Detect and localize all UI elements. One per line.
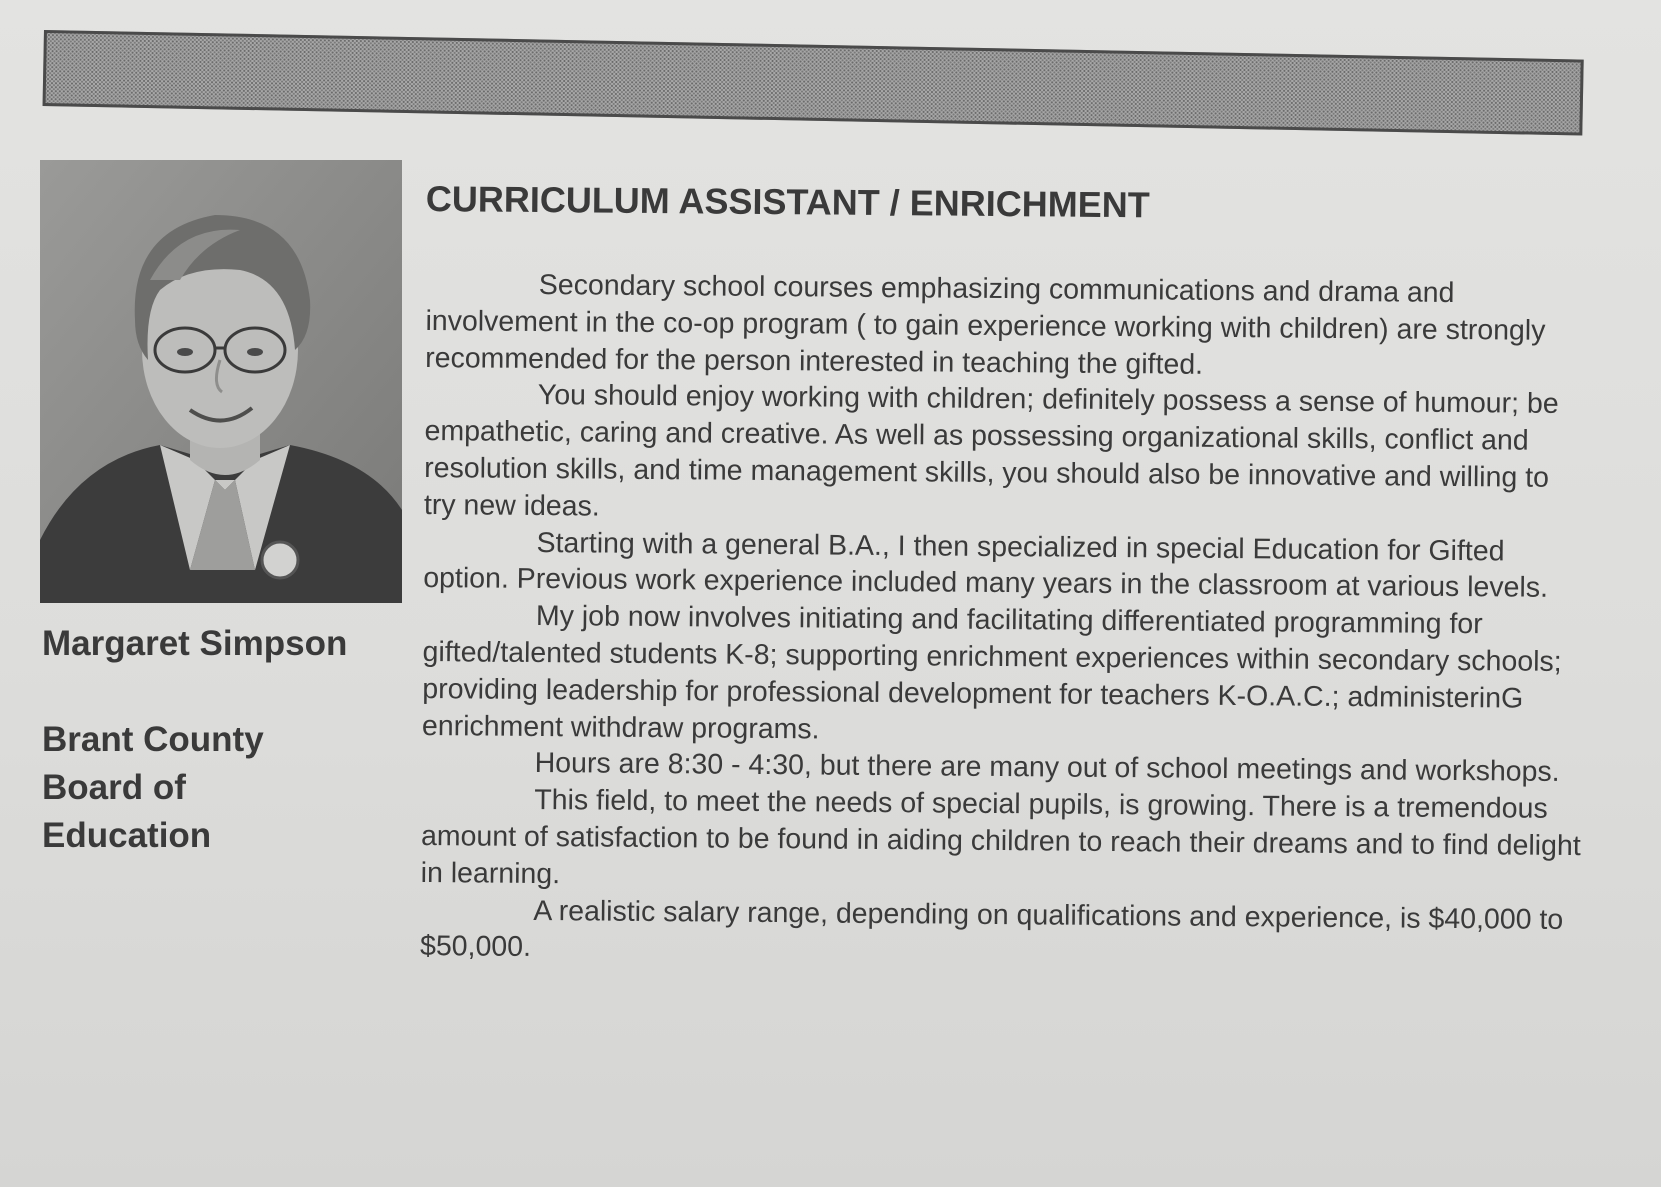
paragraph: A realistic salary range, depending on qualifications and experience, is $40,000 to $50,000. [419, 894, 1564, 964]
paragraph: Hours are 8:30 - 4:30, but there are many out of school meetings and workshops. [534, 747, 1560, 789]
paragraph: This field, to meet the needs of special pupils, is growing. There is a tremendous amount of satisfaction to be found in aiding children to reach their dreams and to find delight in learning. [420, 784, 1581, 890]
portrait-photo [40, 160, 402, 603]
article-body [420, 266, 1586, 975]
paragraph: You should enjoy working with children; definitely possess a sense of humour; be empathetic, caring and creative. As well as possessing organizational skills, conflict and resolution skills, and time management skills, you should also be innovative and willing to try new ideas. [423, 379, 1559, 523]
paragraph: Starting with a general B.A., I then specialized in special Education for Gifted option. Previous work experience included many years in the classroom at various levels. [423, 526, 1549, 605]
paragraph: Secondary school courses emphasizing communications and drama and involvement in the co-op program ( to gain experience working with children) are strongly recommended for the person interested in teaching the gifted. [425, 268, 1546, 381]
portrait-icon [40, 160, 402, 603]
person-name: Margaret Simpson [42, 624, 348, 663]
paragraph: My job now involves initiating and facilitating differentiated programming for gifted/talented students K-8; supporting enrichment experiences within secondary schools; providing leadership for professional development for teachers K-O.A.C.; administerinG enrichment withdraw programs. [421, 600, 1562, 746]
organization-name: Brant County Board of Education [42, 720, 264, 855]
page-title: CURRICULUM ASSISTANT / ENRICHMENT [425, 178, 1150, 226]
header-band [43, 30, 1584, 136]
